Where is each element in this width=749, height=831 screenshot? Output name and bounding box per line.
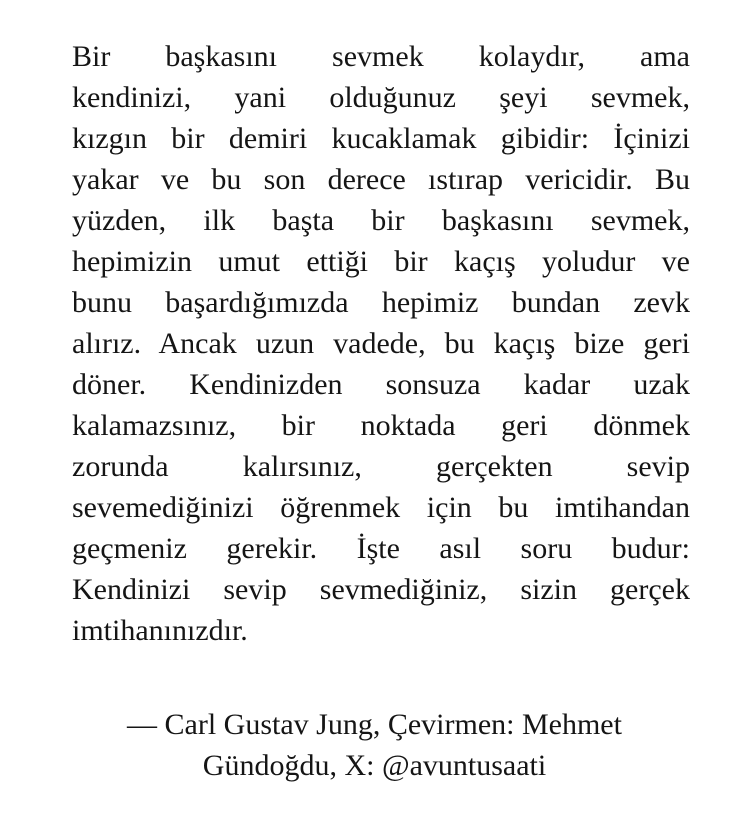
quote-line: kendinizi, yani olduğunuz şeyi sevmek, (72, 81, 690, 114)
quote-line: Kendinizi sevip sevmediğiniz, sizin gerçek (72, 573, 690, 606)
quote-line: bunu başardığımızda hepimiz bundan zevk (72, 286, 690, 319)
quote-line: alırız. Ancak uzun vadede, bu kaçış bize geri (72, 327, 690, 360)
quote-line: geçmeniz gerekir. İşte asıl soru budur: (72, 532, 690, 565)
quote-line: kızgın bir demiri kucaklamak gibidir: İçinizi (72, 122, 690, 155)
quote-line: Bir başkasını sevmek kolaydır, ama (72, 40, 690, 73)
quote-line: kalamazsınız, bir noktada geri dönmek (72, 409, 690, 442)
quote-line: yüzden, ilk başta bir başkasını sevmek, (72, 204, 690, 237)
quote-line: yakar ve bu son derece ıstırap vericidir. Bu (72, 163, 690, 196)
quote-line: hepimizin umut ettiği bir kaçış yoludur ve (72, 245, 690, 278)
quote-text (72, 36, 690, 651)
quote-line: zorunda kalırsınız, gerçekten sevip (72, 450, 690, 483)
quote-attribution (40, 704, 709, 786)
quote-line: döner. Kendinizden sonsuza kadar uzak (72, 368, 690, 401)
quote-line: sevemediğinizi öğrenmek için bu imtihandan (72, 491, 690, 524)
quote-line: imtihanınızdır. (72, 614, 248, 647)
attribution-author-line: — Carl Gustav Jung, Çevirmen: Mehmet (127, 708, 622, 741)
attribution-translator-line: Gündoğdu, X: @avuntusaati (202, 749, 547, 782)
